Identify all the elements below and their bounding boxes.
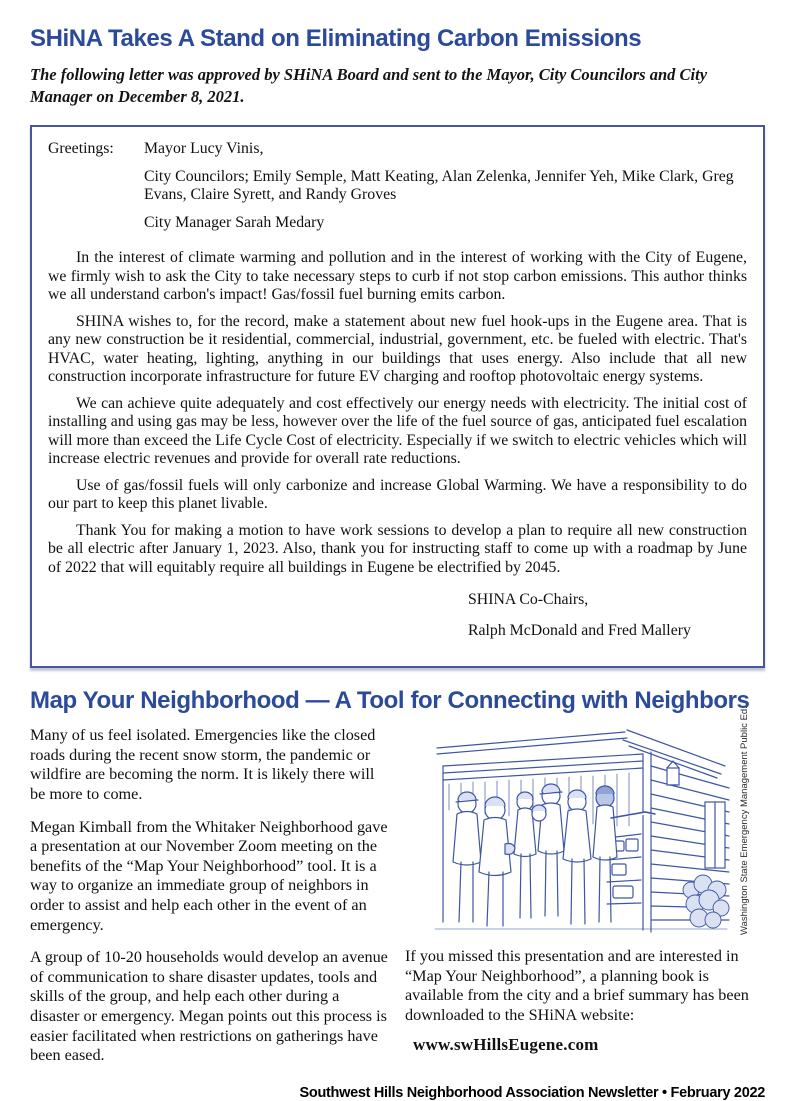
website-link[interactable]: www.swHillsEugene.com	[413, 1034, 599, 1054]
article1-intro: The following letter was approved by SHiNA Board and sent to the Mayor, City Councilors and City Manager on December 8, 2021.	[30, 65, 708, 106]
greeting-label: Greetings:	[48, 140, 114, 158]
article2-paragraph: Many of us feel isolated. Emergencies like the closed roads during the recent snow storm, the pandemic or wildfire are becoming the norm. It is likely there will be more to come.	[30, 726, 376, 804]
recipient-councilors: City Councilors; Emily Semple, Matt Keating, Alan Zelenka, Jennifer Yeh, Mike Clark, Greg Evans, Claire Syrett, and Randy Groves	[144, 167, 734, 204]
letter-paragraph: We can achieve quite adequately and cost effectively our energy needs with electricity. The initial cost of installing and using gas may be less, however over the life of the fuel source of gas, anticipated fuel escalation will more than exceed the Life Cycle Cost of electricity. Especially if we switch to electric vehicles which will increase electric revenues and provide for overall rate reductions.	[48, 394, 747, 468]
letter-greeting	[48, 140, 747, 241]
neighborhood-illustration	[429, 726, 734, 935]
letter-paragraph: In the interest of climate warming and pollution and in the interest of working with the City of Eugene, we firmly wish to ask the City to take necessary steps to curb if not stop carbon emissions. This author thinks we all understand carbon's impact! Gas/fossil fuel burning emits carbon.	[48, 249, 747, 304]
recipient-city-manager: City Manager Sarah Medary	[144, 213, 325, 231]
illustration-row	[405, 706, 765, 936]
letter-paragraph: Thank You for making a motion to have work sessions to develop a plan to require all new construction be all electric after January 1, 2023. Also, thank you for instructing staff to come up with a roadmap by June of 2022 that will equitably require all buildings in Eugene be electrified by 2045.	[48, 521, 747, 576]
article1-title: SHiNA Takes A Stand on Eliminating Carbon Emissions	[30, 25, 642, 52]
article2-right-column	[405, 706, 765, 1079]
newsletter-footer: Southwest Hills Neighborhood Association Newsletter • February 2022	[299, 1084, 765, 1101]
letter-signature	[468, 591, 747, 640]
letter-paragraph: Use of gas/fossil fuels will only carbonize and increase Global Warming. We have a responsibility to do our part to keep this planet livable.	[48, 476, 747, 513]
article2-paragraph: Megan Kimball from the Whitaker Neighborhood gave a presentation at our November Zoom meeting on the benefits of the “Map Your Neighborhood” tool. It is a way to organize an immediate group of neighbors in order to assist and help each other in the event of an emergency.	[30, 817, 388, 934]
article2-paragraph: A group of 10-20 households would develop an avenue of communication to share disaster updates, tools and skills of the group, and help each other during a disaster or emergency. Megan points out this process is easier facilitated when restrictions on gatherings have been eased.	[30, 948, 388, 1065]
letter-box	[30, 125, 765, 668]
letter-paragraph: SHINA wishes to, for the record, make a statement about new fuel hook-ups in the Eugene area. That is any new construction be it residential, commercial, industrial, government, etc. be fueled with electric. That's HVAC, water heating, lighting, anything in our buildings that uses energy. Also include that all new construction incorporate infrastructure for future EV charging and rooftop photovoltaic energy systems.	[48, 312, 747, 386]
signature-role: SHINA Co-Chairs,	[468, 591, 589, 609]
illustration-caption: Washington State Emergency Management Public Ed.	[739, 706, 750, 936]
article2-left-column	[30, 726, 392, 1079]
article2-columns	[30, 706, 765, 1079]
article2-title: Map Your Neighborhood — A Tool for Connecting with Neighbors	[30, 687, 750, 715]
article2-right-paragraph: If you missed this presentation and are interested in “Map Your Neighborhood”, a planning book is available from the city and a brief summary has been downloaded to the SHiNA website:	[405, 947, 749, 1025]
recipient-list	[144, 140, 747, 241]
recipient-mayor: Mayor Lucy Vinis,	[144, 140, 264, 158]
signature-names: Ralph McDonald and Fred Mallery	[468, 621, 691, 639]
